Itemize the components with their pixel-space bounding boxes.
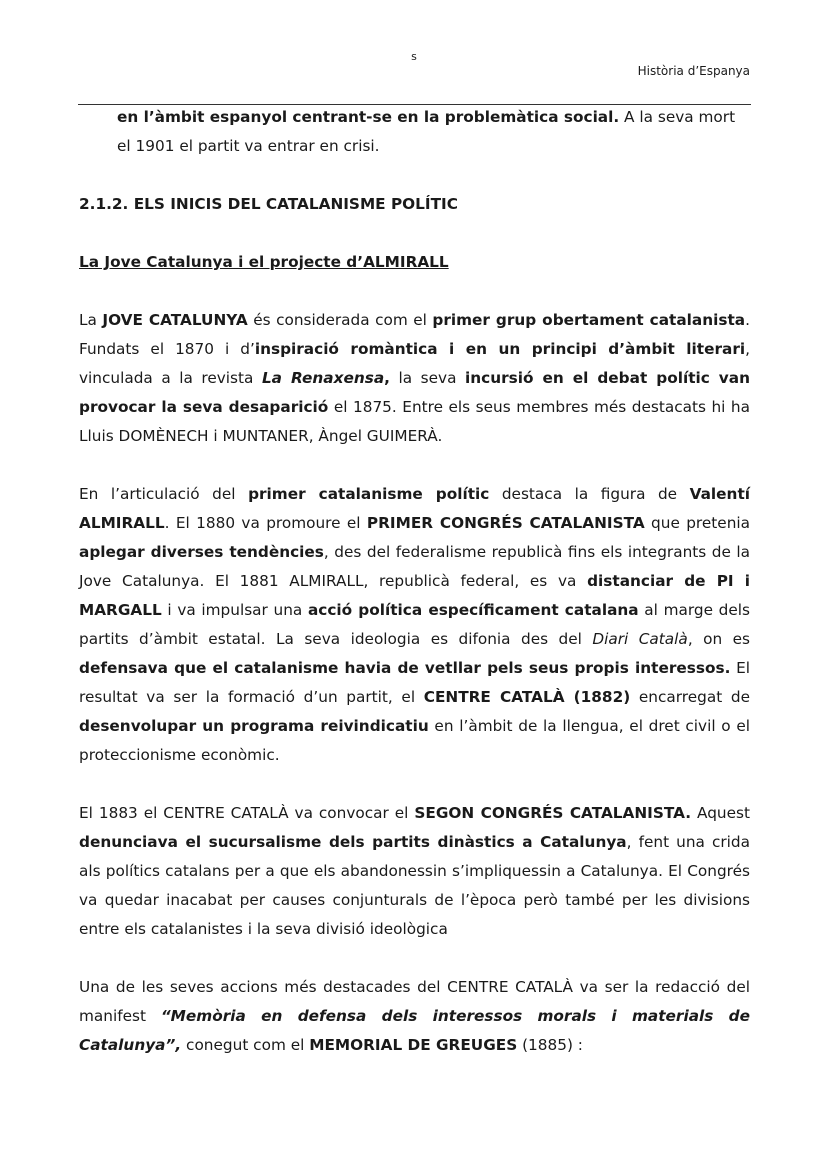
text: . El 1880 va promoure el xyxy=(164,514,367,532)
text: en l’àmbit de la llengua, el dret civil o el proteccionisme econòmic. xyxy=(79,717,750,764)
text: el 1875. Entre els seus membres més destacats hi ha Lluis DOMÈNECH i MUNTANER, Àngel GUIMERÀ. xyxy=(79,398,750,445)
text: al marge dels partits d’àmbit estatal. La seva ideologia es difonia des del xyxy=(79,601,750,648)
bold-text: CENTRE CATALÀ (1882) xyxy=(423,688,631,706)
bold-text: primer grup obertament catalanista xyxy=(432,311,746,329)
bold-text: denunciava el sucursalisme dels partits dinàstics a Catalunya xyxy=(79,833,627,851)
paragraph-almirall xyxy=(79,480,750,770)
paragraph-segon-congres xyxy=(79,799,750,944)
text: , fent una crida als polítics catalans per a que els abandonessin s’impliquessin a Catalunya. El Congrés va quedar inacabat per causes conjunturals de l’època però també per les divisions entre els catalanistes i la seva divisió ideològica xyxy=(79,833,750,938)
continued-paragraph xyxy=(79,103,750,161)
bold-text: acció política específicament catalana xyxy=(307,601,639,619)
text: (1885) : xyxy=(517,1036,583,1054)
text: El resultat va ser la formació d’un partit, el xyxy=(79,659,750,706)
bold-text: primer catalanisme polític xyxy=(248,485,490,503)
running-header: Història d’Espanya xyxy=(637,64,750,78)
text: i va impulsar una xyxy=(161,601,308,619)
document-body xyxy=(79,103,750,1060)
bold-text: MEMORIAL DE GREUGES xyxy=(309,1036,518,1054)
text: conegut com el xyxy=(181,1036,310,1054)
paragraph-jove-catalunya xyxy=(79,306,750,451)
text: . Fundats el 1870 i d’ xyxy=(79,311,750,358)
bold-text: SEGON CONGRÉS CATALANISTA. xyxy=(414,804,692,822)
bold-text: en l’àmbit espanyol centrant-se en la problemàtica social. xyxy=(117,108,620,126)
subsection-heading: La Jove Catalunya i el projecte d’ALMIRALL xyxy=(79,253,449,271)
bold-text: JOVE CATALUNYA xyxy=(102,311,248,329)
bold-text: PRIMER CONGRÉS CATALANISTA xyxy=(366,514,645,532)
bold-italic-text: “Memòria en defensa dels interessos morals i materials de Catalunya”, xyxy=(79,1007,750,1054)
text: destaca la figura de xyxy=(489,485,690,503)
text: A la seva mort el 1901 el partit va entrar en crisi. xyxy=(117,108,736,155)
italic-text: Diari Català xyxy=(592,630,688,648)
bold-text: incursió en el debat polític van provocar la seva desaparició xyxy=(79,369,750,416)
text: Una de les seves accions més destacades del CENTRE CATALÀ va ser la redacció del manifest xyxy=(79,978,750,1025)
bold-text: Valentí ALMIRALL xyxy=(79,485,750,532)
text: El 1883 el CENTRE CATALÀ va convocar el xyxy=(79,804,415,822)
text: La xyxy=(79,311,103,329)
bold-text: desenvolupar un programa reivindicatiu xyxy=(79,717,429,735)
text: encarregat de xyxy=(630,688,750,706)
text: és considerada com el xyxy=(247,311,433,329)
text: En l’articulació del xyxy=(79,485,249,503)
text: , vinculada a la revista xyxy=(79,340,750,387)
section-heading: 2.1.2. ELS INICIS DEL CATALANISME POLÍTIC xyxy=(79,195,458,213)
text: Aquest xyxy=(691,804,750,822)
text: que pretenia xyxy=(644,514,751,532)
paragraph-memorial xyxy=(79,973,750,1060)
bold-text: inspiració romàntica i en un principi d’àmbit literari xyxy=(254,340,746,358)
text: , des del federalisme republicà fins els integrants de la Jove Catalunya. El 1881 ALMIRALL, republicà federal, es va xyxy=(79,543,750,590)
text: , on es xyxy=(687,630,751,648)
text: la seva xyxy=(389,369,465,387)
page-number: s xyxy=(411,50,417,63)
bold-text: distanciar de PI i MARGALL xyxy=(79,572,751,619)
bold-text: , xyxy=(384,369,390,387)
bold-text: defensava que el catalanisme havia de vetllar pels seus propis interessos. xyxy=(79,659,731,677)
bold-italic-text: La Renaxensa xyxy=(261,369,385,387)
bold-text: aplegar diverses tendències xyxy=(79,543,324,561)
